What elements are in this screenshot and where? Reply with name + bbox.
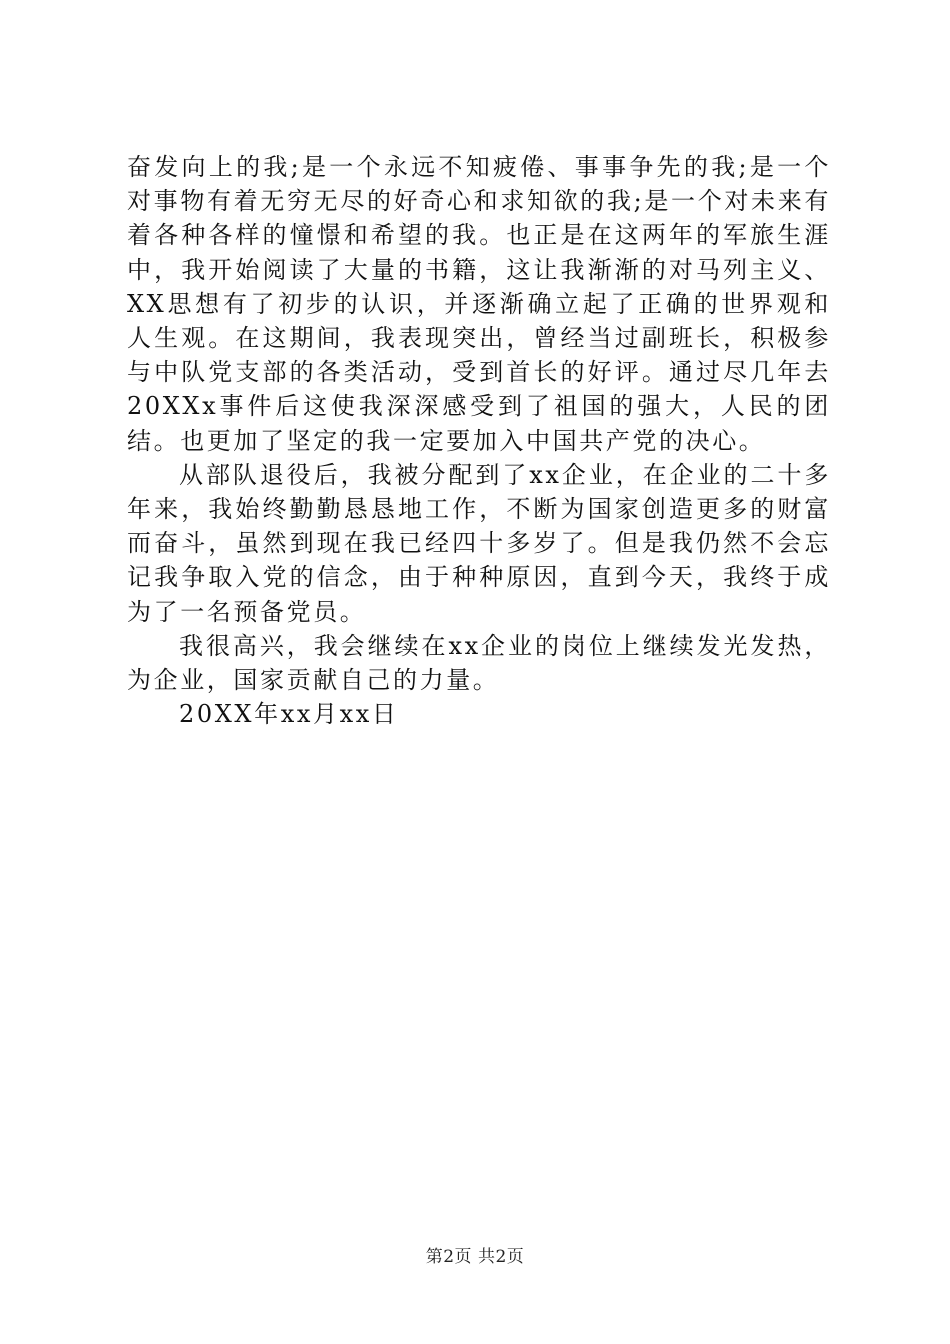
paragraph-continuation: 奋发向上的我;是一个永远不知疲倦、事事争先的我;是一个对事物有着无穷无尽的好奇心和求知欲的我;是一个对未来有着各种各样的憧憬和希望的我。也正是在这两年的军旅生涯中，我开始阅读了大量的书籍，这让我渐渐的对马列主义、XX思想有了初步的认识，并逐渐确立起了正确的世界观和人生观。在这期间，我表现突出，曾经当过副班长，积极参与中队党支部的各类活动，受到首长的好评。通过尽几年去20XXx事件后这使我深深感受到了祖国的强大，人民的团结。也更加了坚定的我一定要加入中国共产党的决心。: [127, 153, 831, 455]
document-date: 20XX年xx月xx日: [179, 700, 399, 729]
document-body: [127, 150, 831, 731]
page-footer: 第2页 共2页: [425, 1247, 525, 1267]
paragraph-closing: 我很高兴，我会继续在xx企业的岗位上继续发光发热，为企业，国家贡献自己的力量。: [127, 631, 831, 695]
paragraph-after-service: 从部队退役后，我被分配到了xx企业，在企业的二十多年来，我始终勤勤恳恳地工作，不断为国家创造更多的财富而奋斗，虽然到现在我已经四十多岁了。但是我仍然不会忘记我争取入党的信念，由于种种原因，直到今天，我终于成为了一名预备党员。: [127, 460, 831, 626]
